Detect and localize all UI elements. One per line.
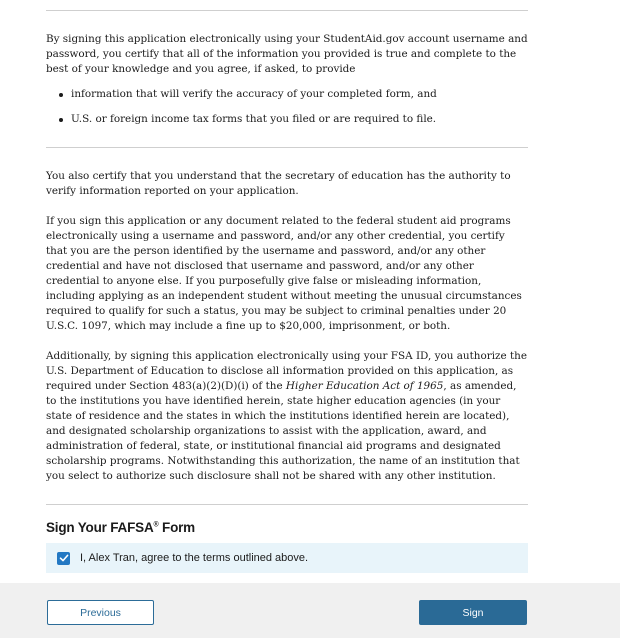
sign-heading-text: Sign Your FAFSA (46, 520, 154, 535)
certification-list (46, 87, 528, 127)
act-title: Higher Education Act of 1965 (285, 380, 444, 392)
section-divider (46, 147, 528, 148)
list-item: U.S. or foreign income tax forms that you filed or are required to file. (71, 112, 528, 127)
top-divider (46, 10, 528, 11)
sign-divider (46, 504, 528, 505)
agree-terms-row[interactable] (46, 543, 528, 573)
registered-mark: ® (153, 521, 159, 529)
authorization-text-part2: , as amended, to the institutions you have identified herein, state higher education agencies (in your state of residence and the states in which the institutions identified herein are located), and designated scholarship organizations to assist with the application, award, and administration of federal, state, or institutional financial aid programs and designated scholarship programs. Notwithstanding this authorization, the name of an institution that you select to authorize such disclosure shall not be shared with any other institution. (46, 380, 520, 482)
certification-intro: By signing this application electronically using your StudentAid.gov account username and password, you certify that all of the information you provided is true and complete to the best of your knowledge and you agree, if asked, to provide (46, 33, 528, 75)
footer-actions (0, 583, 620, 638)
signature-content (46, 0, 528, 573)
checkmark-icon (59, 553, 69, 563)
list-item: information that will verify the accuracy of your completed form, and (71, 87, 528, 102)
sign-button[interactable]: Sign (419, 600, 527, 625)
previous-button[interactable]: Previous (47, 600, 154, 625)
sign-heading-suffix: Form (158, 520, 195, 535)
certify-secretary-text: You also certify that you understand that the secretary of education has the authority to verify information reported on your application. (46, 170, 511, 197)
agree-checkbox[interactable] (57, 552, 70, 565)
authorization-text (46, 349, 528, 484)
authorization-text-part1: Additionally, by signing this application electronically using your FSA ID, you authorize the U.S. Department of Education to disclose all information provided on this application, as required under Section 483(a)(2)(D)(i) of the (46, 350, 527, 392)
sign-heading (46, 520, 528, 535)
penalties-text: If you sign this application or any document related to the federal student aid programs electronically using a username and password, and/or any other credential, you certify that you are the person identified by the username and password, and/or any other credential and have not disclosed that username and password, and/or any other credential to anyone else. If you purposefully give false or misleading information, including applying as an independent student without meeting the unusual circumstances required to qualify for such a status, you may be subject to criminal penalties under 20 U.S.C. 1097, which may include a fine up to $20,000, imprisonment, or both. (46, 215, 522, 332)
agree-label: I, Alex Tran, agree to the terms outlined above. (80, 552, 309, 564)
